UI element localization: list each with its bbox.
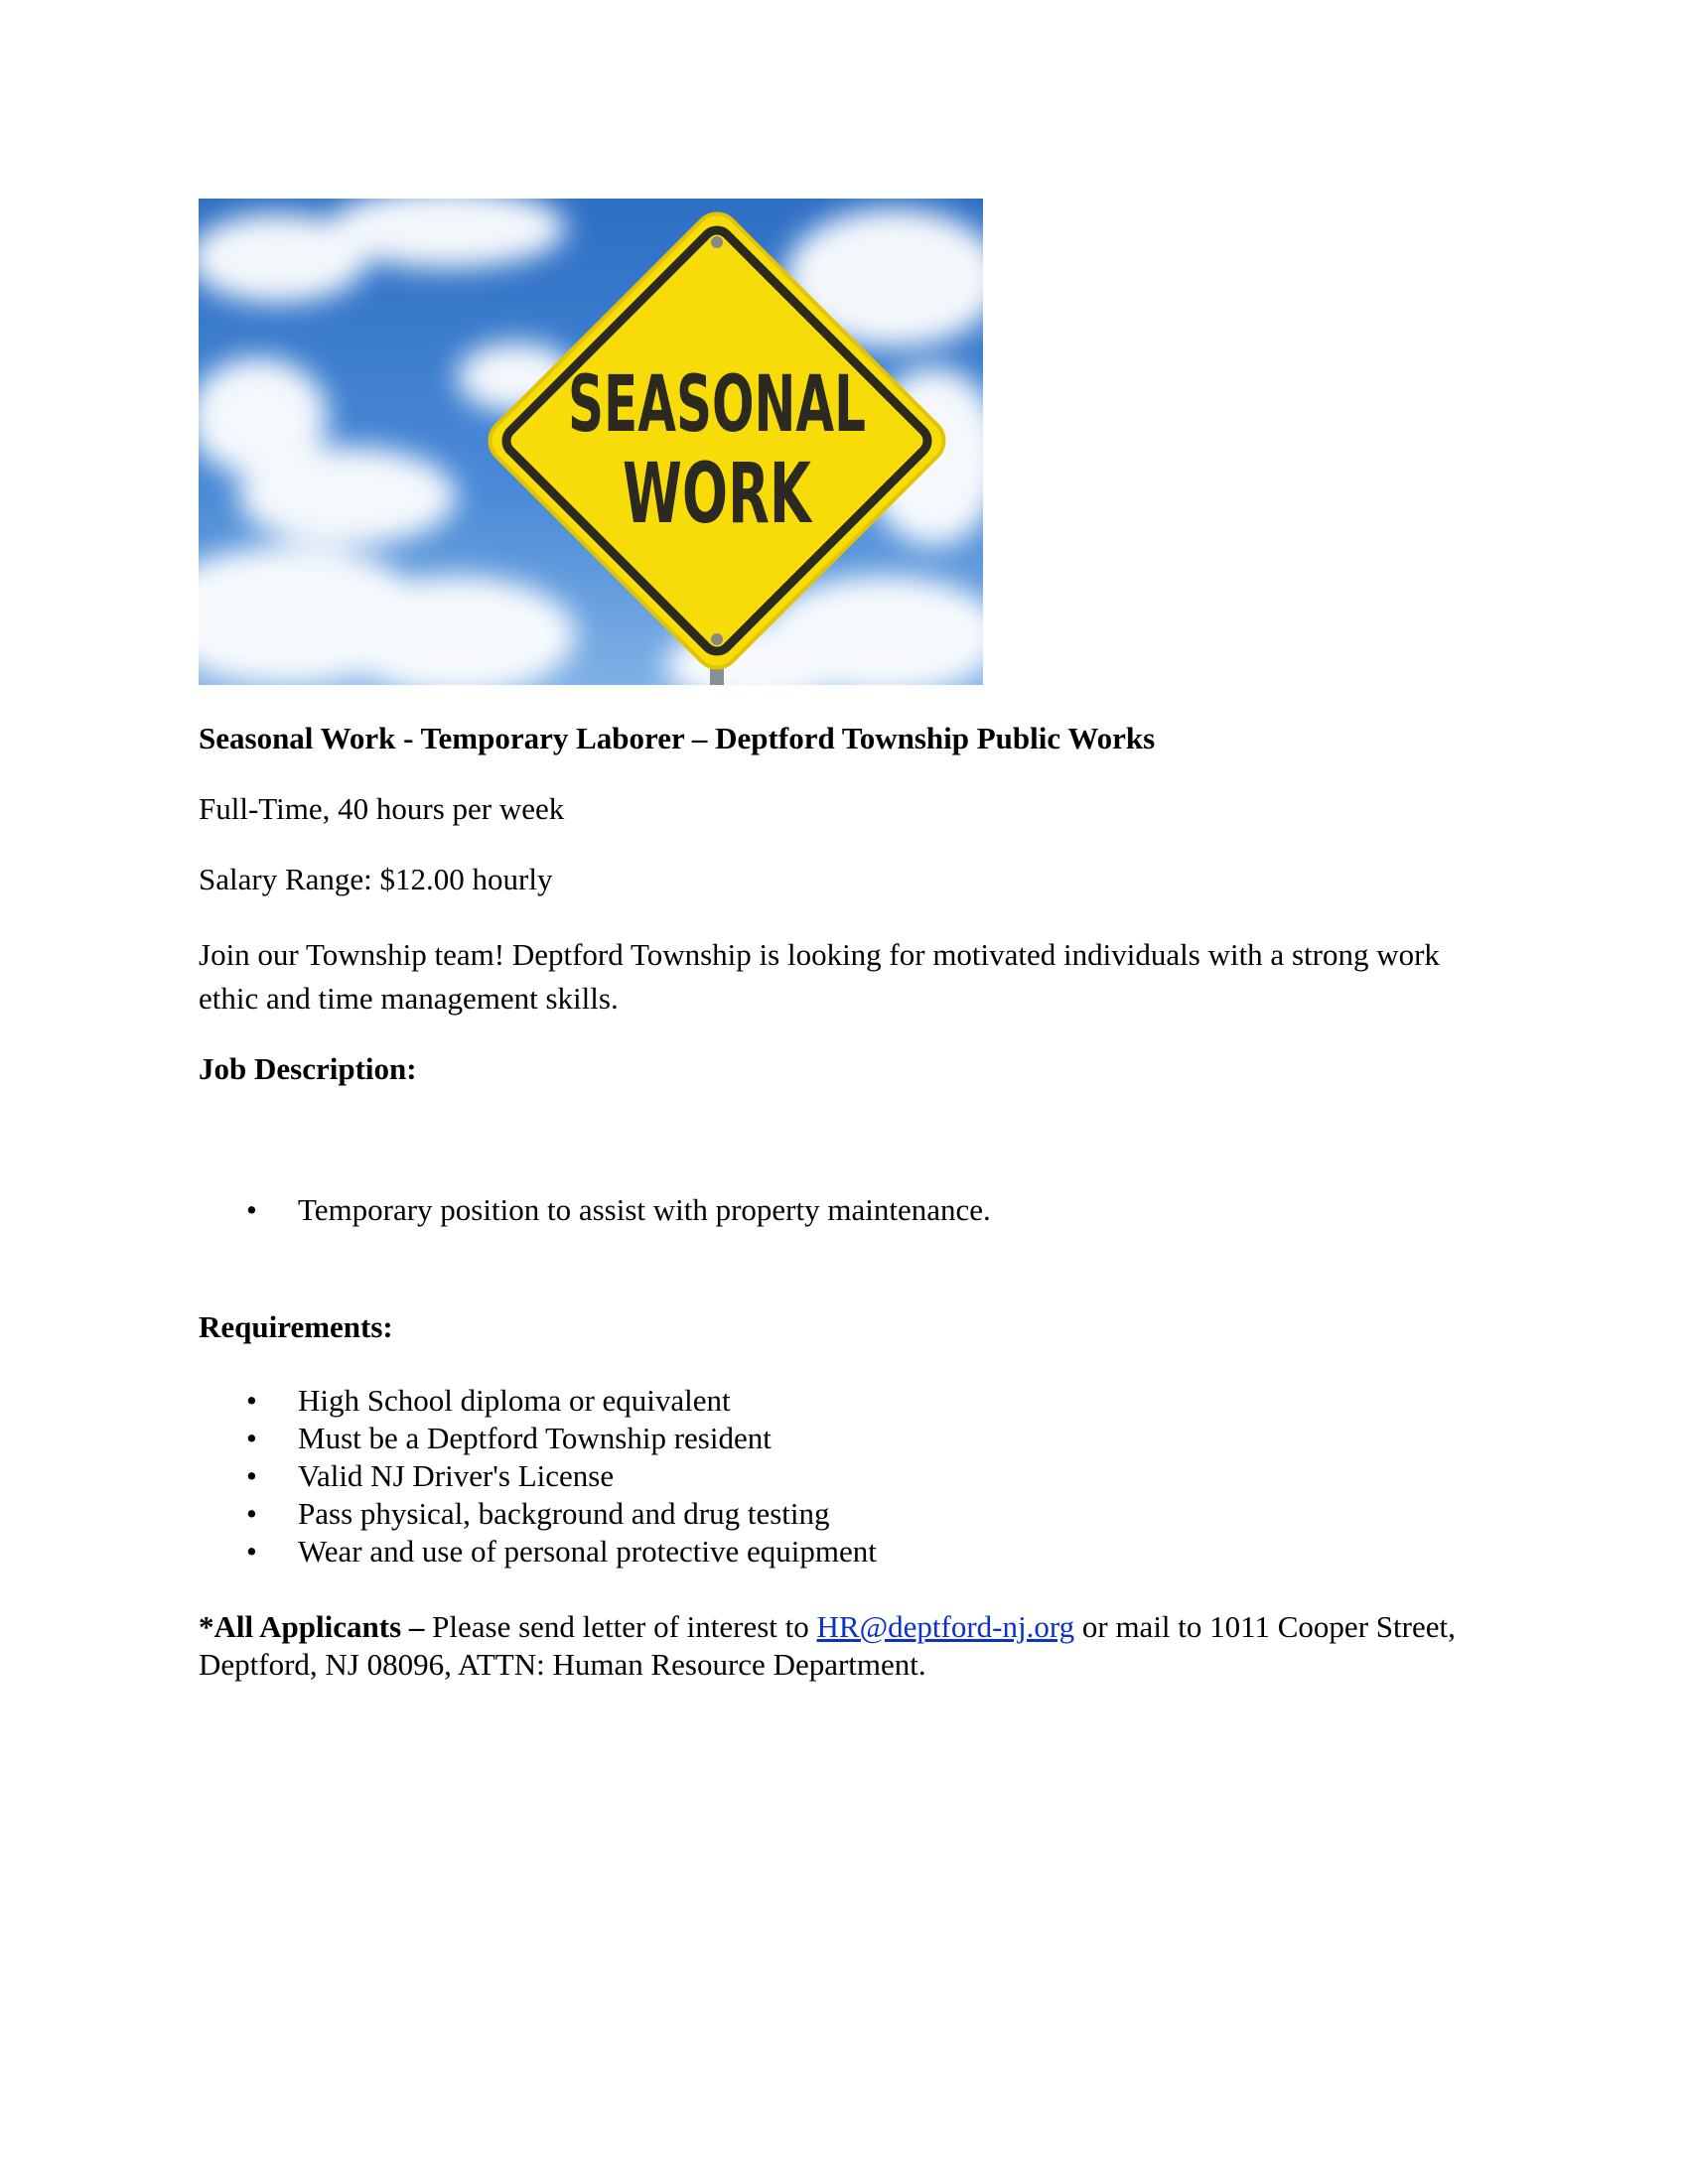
requirements-heading: Requirements: xyxy=(199,1309,393,1344)
bullet: • xyxy=(246,1458,257,1493)
list-item-text: Valid NJ Driver's License xyxy=(298,1458,615,1493)
list-item xyxy=(199,1533,877,1570)
applicants-paragraph xyxy=(199,1608,1489,1684)
list-item xyxy=(199,1457,877,1495)
list-item xyxy=(199,1191,991,1229)
list-item-text: Pass physical, background and drug testing xyxy=(298,1496,830,1531)
list-item xyxy=(199,1420,877,1457)
list-item-text: High School diploma or equivalent xyxy=(298,1383,731,1418)
applicants-text-before: Please send letter of interest to xyxy=(424,1609,817,1644)
job-title: Seasonal Work - Temporary Laborer – Deptford Township Public Works xyxy=(199,721,1156,755)
list-item-text: Wear and use of personal protective equipment xyxy=(298,1534,877,1569)
salary-line: Salary Range: $12.00 hourly xyxy=(199,862,553,896)
seasonal-work-sign-image xyxy=(199,199,983,685)
requirements-list xyxy=(199,1382,877,1570)
intro-paragraph: Join our Township team! Deptford Township is looking for motivated individuals with a strong work ethic and time management skills. xyxy=(199,937,1440,1016)
bullet: • xyxy=(246,1383,257,1418)
hours-line: Full-Time, 40 hours per week xyxy=(199,791,565,826)
job-description-heading: Job Description: xyxy=(199,1051,417,1086)
list-item-text: Temporary position to assist with property maintenance. xyxy=(298,1192,991,1227)
bullet: • xyxy=(246,1421,257,1455)
sign-text-line2: WORK xyxy=(623,445,813,542)
sign-text-line1: SEASONAL xyxy=(568,360,866,450)
bullet: • xyxy=(246,1534,257,1569)
list-item-text: Must be a Deptford Township resident xyxy=(298,1421,772,1455)
hr-email-link[interactable]: HR@deptford-nj.org xyxy=(816,1609,1075,1644)
list-item xyxy=(199,1495,877,1533)
applicants-text-after: or mail to 1011 Cooper Street, Deptford, NJ 08096, ATTN: Human Resource Department. xyxy=(199,1609,1456,1682)
job-description-list xyxy=(199,1191,991,1229)
bullet: • xyxy=(246,1496,257,1531)
list-item xyxy=(199,1382,877,1420)
bullet: • xyxy=(246,1192,257,1227)
applicants-label: *All Applicants – xyxy=(199,1609,425,1644)
